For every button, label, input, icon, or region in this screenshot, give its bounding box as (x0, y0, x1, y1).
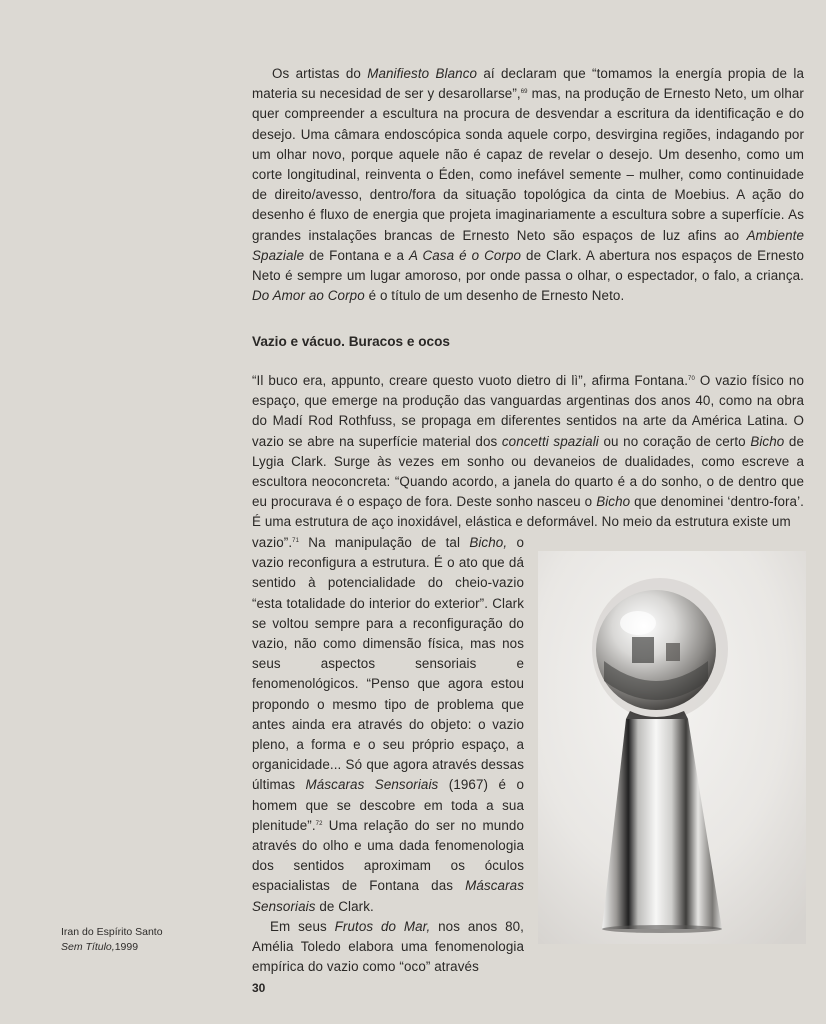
footnote-ref: 71 (292, 538, 300, 544)
caption-artist: Iran do Espírito Santo (61, 926, 163, 938)
paragraph-fontana: “Il buco era, appunto, creare questo vuoto dietro di lì”, afirma Fontana.$^{70}$ O vazio físico no espaço, que emerge na produção das vanguardas argentinas dos anos 40, como na obra do Madí Rod Rothfuss, se propaga em diferentes sentidos na arte da América Latina. O vazio se abre na superfície material dos concetti spaziali ou no coração de certo Bicho de Lygia Clark. Surge às vezes em sonho ou devaneios de dualidades, como escreve a escultora neoconcreta: “Quando acordo, a janela do quarto é a do sonho, o de dentro que eu procurava é o espaço de fora. Deste sonho nasceu o Bicho que denominei ‘dentro-fora’. É uma estrutura de aço inoxidável, elástica e deformável. No meio da estrutura existe um (252, 373, 804, 530)
page-number: 30 (252, 981, 266, 995)
mirror-sphere-sculpture-image (538, 551, 806, 944)
sculpture-photo (538, 551, 806, 944)
caption-title: Sem Título,1999 (61, 941, 139, 953)
figure-caption (61, 925, 231, 955)
narrow-text-column (252, 533, 524, 977)
paragraph-toledo: Em seus Frutos do Mar, nos anos 80, Amélia Toledo elabora uma fenomenologia empírica do vazio como “oco” através (252, 918, 525, 975)
section-heading: Vazio e vácuo. Buracos e ocos (252, 334, 450, 349)
footnote-ref: 69 (520, 89, 528, 96)
paragraph-manifiesto: Os artistas do Manifiesto Blanco aí declaram que “tomamos la energía propia de la materia su necesidad de ser y desarollarse”,$^{69}$ mas, na produção de Ernesto Neto, um olhar quer compreender a escultura na procura de desvendar a escritura da identificação e do desejo. Uma câmara endoscópica sonda aquele corpo, desvirgina regiões, indagando por um olhar novo, porque aquele não é capaz de revelar o desejo. Um desenho, como um corte longitudinal, reinventa o Éden, como inefável semente – mulher, como continuidade de direito/avesso, dentro/fora da situação topológica da cinta de Moebius. A ação do desenho é fluxo de energia que projeta imaginariamente a escultura sobre a superfície. As grandes instalações brancas de Ernesto Neto são espaços de luz afins ao Ambiente Spaziale de Fontana e a A Casa é o Corpo de Clark. A abertura nos espaços de Ernesto Neto é sempre um lugar amoroso, por onde passa o olhar, o espectador, o falo, a criança. Do Amor ao Corpo é o título de um desenho de Ernesto Neto. (252, 66, 804, 304)
paragraph-clark: vazio”.$^{71}$ Na manipulação de tal Bicho, o vazio reconfigura a estrutura. É o ato que dá sentido à potencialidade do cheio-vazio “esta totalidade do interior do exterior”. Clark se voltou sempre para a reconfiguração do vazio, não como dimensão física, mas nos seus aspectos sensoriais e fenomenológicos. “Penso que agora estou propondo o mesmo tipo de problema que antes ainda era através do objeto: o vazio pleno, a forma e o seu próprio espaço, a organicidade... Só que agora através dessas últimas Máscaras Sensoriais (1967) é o homem que se descobre em toda a sua plenitude”.$^{72}$ Uma relação do ser no mundo através do olho e uma dada fenomenologia dos sentidos aproximam os óculos espacialistas de Fontana das Máscaras Sensoriais de Clark. (252, 535, 525, 914)
footnote-ref: 70 (688, 376, 695, 382)
footnote-ref: 72 (315, 820, 323, 827)
